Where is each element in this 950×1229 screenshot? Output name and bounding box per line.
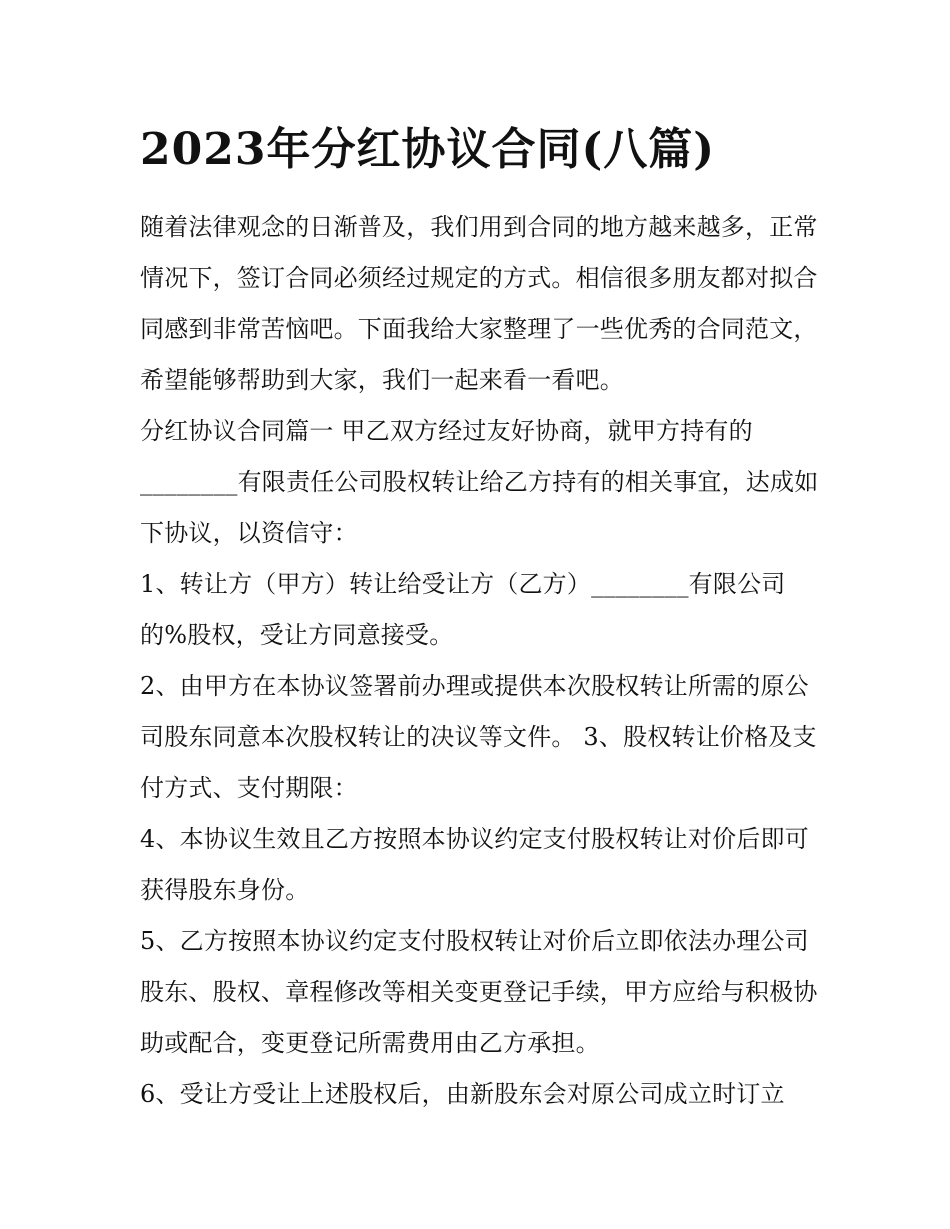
clause-5-paragraph: 5、乙方按照本协议约定支付股权转让对价后立即依法办理公司股东、股权、章程修改等相关变更登记手续，甲方应给与积极协助或配合，变更登记所需费用由乙方承担。 — [140, 927, 818, 1057]
clause-4-paragraph: 4、本协议生效且乙方按照本协议约定支付股权转让对价后即可获得股东身份。 — [140, 825, 809, 904]
intro-paragraph: 随着法律观念的日渐普及，我们用到合同的地方越来越多，正常情况下，签订合同必须经过规定的方式。相信很多朋友都对拟合同感到非常苦恼吧。下面我给大家整理了一些优秀的合同范文，希望能够帮助到大家，我们一起来看一看吧。 — [140, 213, 818, 394]
clause-6-paragraph: 6、受让方受让上述股权后，由新股东会对原公司成立时订立 — [140, 1080, 785, 1108]
contract-preamble-paragraph: 分红协议合同篇一 甲乙双方经过友好协商，就甲方持有的________有限责任公司股权转让给乙方持有的相关事宜，达成如下协议，以资信守： — [140, 417, 819, 547]
clause-1-paragraph: 1、转让方（甲方）转让给受让方（乙方）________有限公司的%股权，受让方同意接受。 — [140, 570, 786, 649]
clause-2-3-paragraph: 2、由甲方在本协议签署前办理或提供本次股权转让所需的原公司股东同意本次股权转让的决议等文件。 3、股权转让价格及支付方式、支付期限： — [140, 672, 817, 802]
document-title: 2023年分红协议合同(八篇) — [140, 124, 716, 175]
document-page — [140, 114, 820, 1120]
